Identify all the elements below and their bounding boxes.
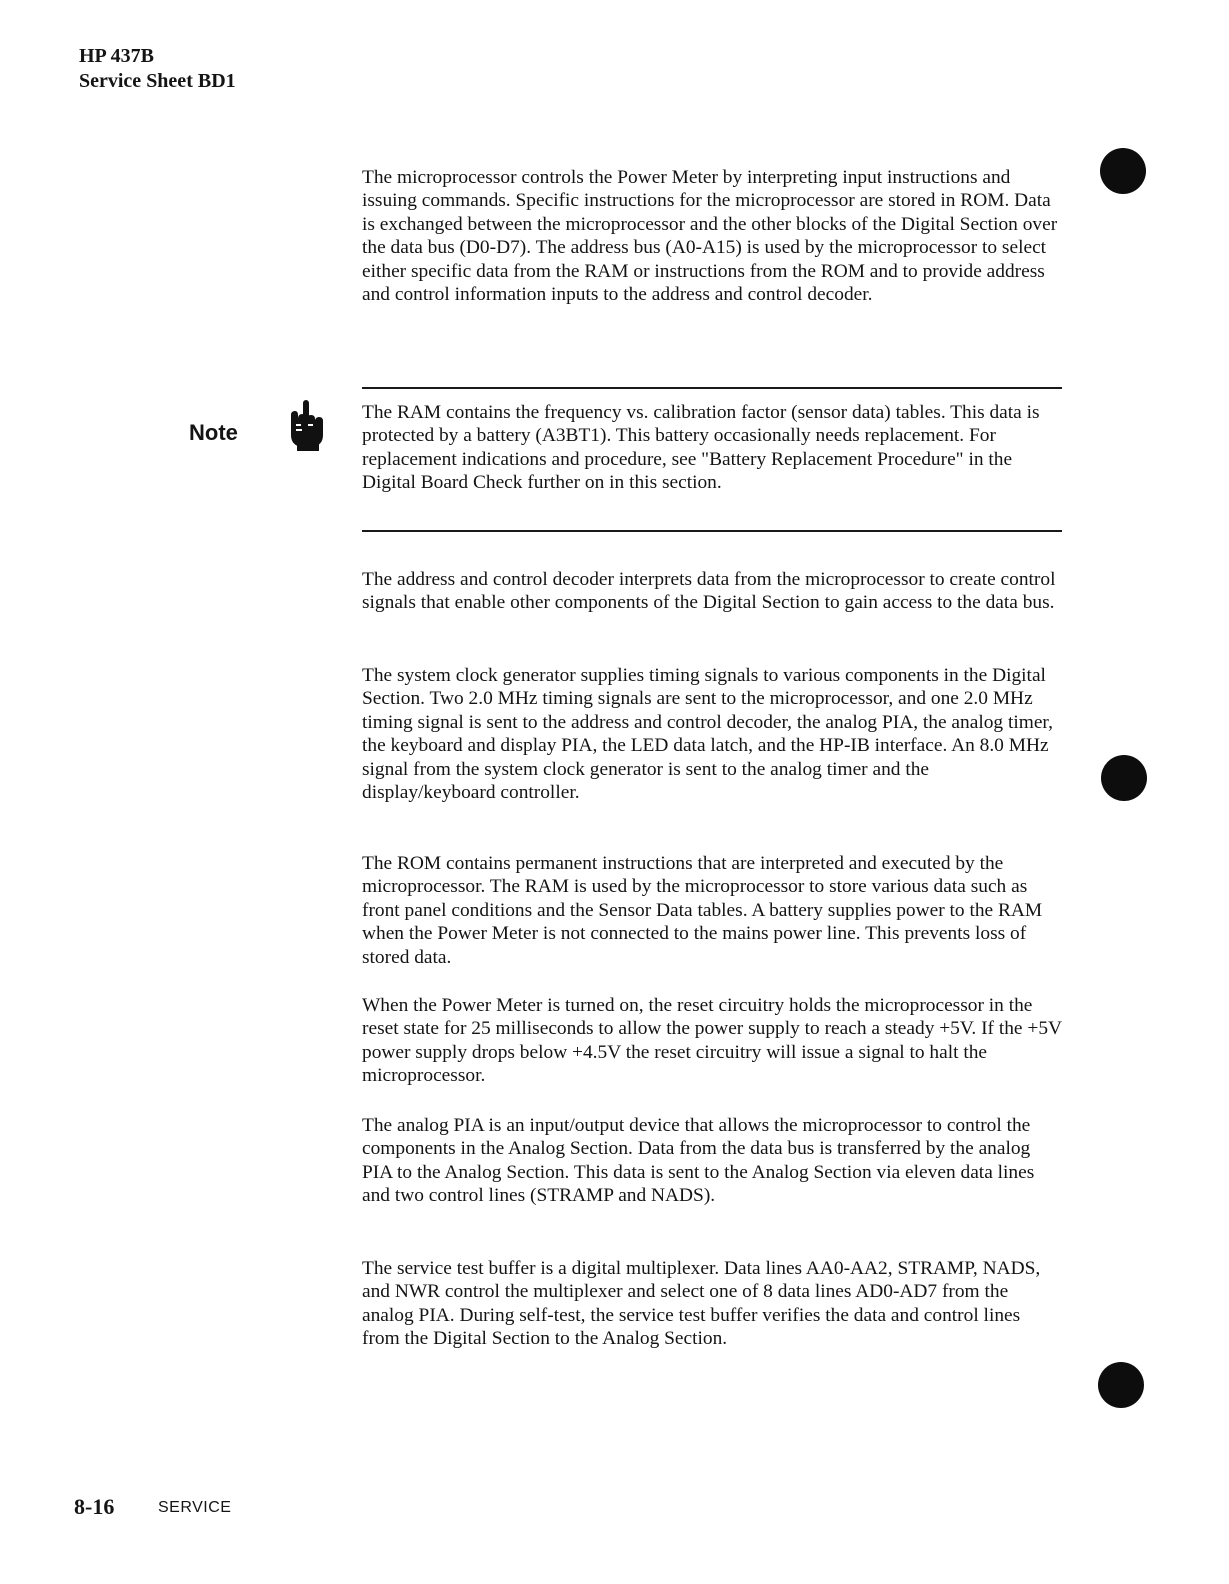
paragraph-service-test-buffer: The service test buffer is a digital multiplexer. Data lines AA0-AA2, STRAMP, NADS, and NWR control the multiplexer and select one of 8 data lines AD0-AD7 from the analog PIA. During self-test, the service test buffer verifies the data and control lines from the Digital Section to the Analog Section. (362, 1258, 1041, 1350)
binder-hole-bottom (1098, 1362, 1144, 1408)
page-number: 8-16 (74, 1494, 115, 1519)
note-label: Note (189, 420, 238, 445)
pointing-hand-icon (286, 399, 326, 451)
page-header (79, 44, 236, 94)
paragraph-clock-generator: The system clock generator supplies timing signals to various components in the Digital Section. Two 2.0 MHz timing signals are sent to the microprocessor, and one 2.0 MHz timing signal is sent to the address and control decoder, the analog PIA, the analog timer, the keyboard and display PIA, the LED data latch, and the HP-IB interface. An 8.0 MHz signal from the system clock generator is sent to the analog timer and the display/keyboard controller. (362, 665, 1053, 804)
service-sheet-title: Service Sheet BD1 (79, 70, 236, 92)
note-text: The RAM contains the frequency vs. calibration factor (sensor data) tables. This data is protected by a battery (A3BT1). This battery occasionally needs replacement. For replacement indications and procedure, see "Battery Replacement Procedure" in the Digital Board Check further on in this section. (362, 402, 1040, 494)
binder-hole-middle (1101, 755, 1147, 801)
note-bottom-rule (362, 530, 1062, 532)
note-top-rule (362, 387, 1062, 389)
paragraph-reset-circuitry: When the Power Meter is turned on, the reset circuitry holds the microprocessor in the reset state for 25 milliseconds to allow the power supply to reach a steady +5V. If the +5V power supply drops below +4.5V the reset circuitry will issue a signal to halt the microprocessor. (362, 995, 1062, 1087)
paragraph-rom-ram: The ROM contains permanent instructions that are interpreted and executed by the microprocessor. The RAM is used by the microprocessor to store various data such as front panel conditions and the Sensor Data tables. A battery supplies power to the RAM when the Power Meter is not connected to the mains power line. This prevents loss of stored data. (362, 853, 1043, 968)
paragraph-analog-pia: The analog PIA is an input/output device that allows the microprocessor to control the components in the Analog Section. Data from the data bus is transferred by the analog PIA to the Analog Section. This data is sent to the Analog Section via eleven data lines and two control lines (STRAMP and NADS). (362, 1115, 1035, 1207)
model-title: HP 437B (79, 45, 155, 67)
binder-hole-top (1100, 148, 1146, 194)
paragraph-address-decoder: The address and control decoder interprets data from the microprocessor to create control signals that enable other components of the Digital Section to gain access to the data bus. (362, 569, 1056, 614)
paragraph-microprocessor: The microprocessor controls the Power Meter by interpreting input instructions and issuing commands. Specific instructions for the microprocessor are stored in ROM. Data is exchanged between the microprocessor and the other blocks of the Digital Section over the data bus (D0-D7). The address bus (A0-A15) is used by the microprocessor to select either specific data from the RAM or instructions from the ROM and to provide address and control information inputs to the address and control decoder. (362, 167, 1058, 306)
footer-section-label: SERVICE (158, 1499, 232, 1516)
